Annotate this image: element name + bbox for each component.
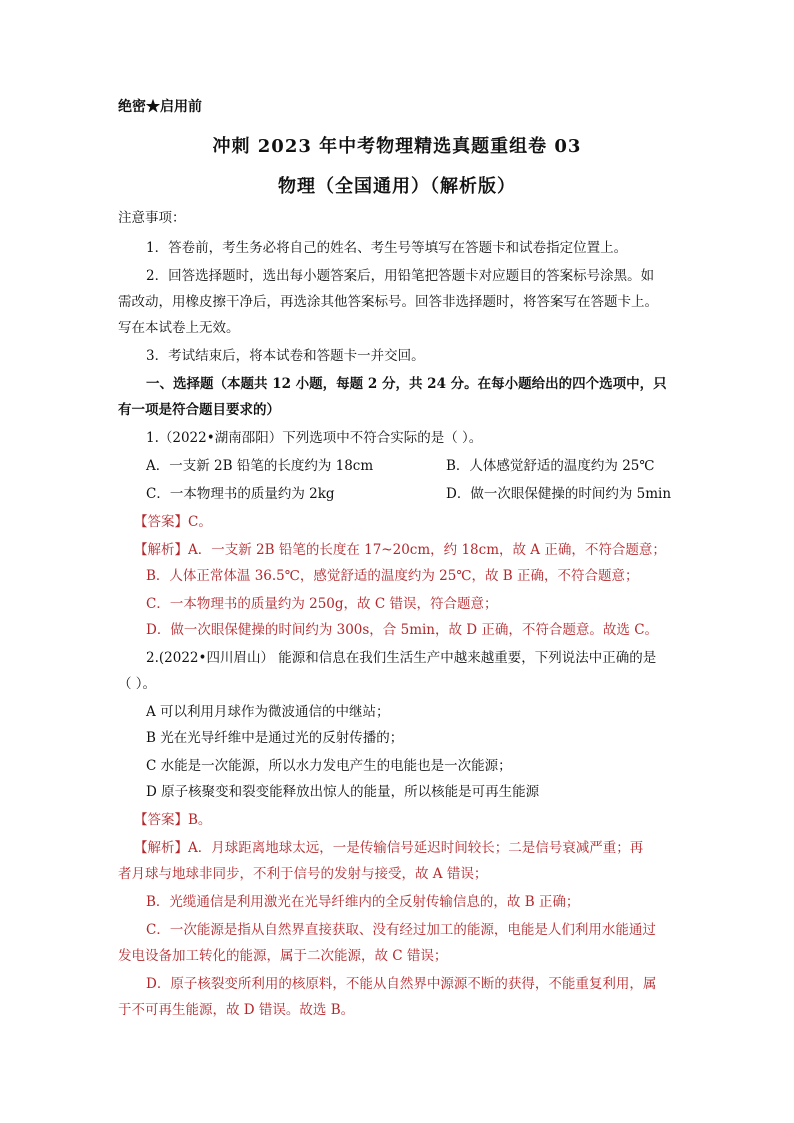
question-2-option-c: C 水能是一次能源，所以水力发电产生的电能也是一次能源； — [146, 758, 512, 774]
question-1-explanation-a: 【解析】A．一支新 2B 铅笔的长度在 17~20cm，约 18cm，故 A 正确，不符合题意； — [134, 542, 666, 558]
document-title: 冲刺 2023 年中考物理精选真题重组卷 03 — [212, 136, 582, 157]
question-2-explanation-b: B．光缆通信是利用激光在光导纤维内的全反射传输信息的，故 B 正确； — [146, 894, 580, 910]
question-1-option-d: D．做一次眼保健操的时间约为 5min — [446, 486, 672, 502]
question-2-option-b: B 光在光导纤维中是通过光的反射传播的； — [146, 730, 404, 746]
question-2-stem-cont: （ ）。 — [118, 676, 157, 692]
question-2-explanation-c-line-1: C．一次能源是指从自然界直接获取、没有经过加工的能源，电能是人们利用水能通过 — [146, 922, 656, 938]
question-2-explanation-a-line-1: 【解析】A．月球距离地球太远，一是传输信号延迟时间较长；二是信号衰减严重；再 — [134, 840, 644, 856]
question-2-explanation-d-line-1: D．原子核裂变所利用的核原料，不能从自然界中源源不断的获得，不能重复利用，属 — [146, 976, 657, 992]
question-1-stem: 1.（2022•湖南邵阳）下列选项中不符合实际的是（ ）。 — [146, 430, 483, 446]
note-1: 1．答卷前，考生务必将自己的姓名、考生号等填写在答题卡和试卷指定位置上。 — [146, 240, 628, 256]
question-2-option-a: A 可以利用月球作为微波通信的中继站； — [146, 704, 390, 720]
note-2-line-1: 2．回答选择题时，选出每小题答案后，用铅笔把答题卡对应题目的答案标号涂黑。如 — [146, 268, 655, 284]
section-heading-line-1: 一、选择题（本题共 12 小题，每题 2 分，共 24 分。在每小题给出的四个选项中，只 — [146, 376, 667, 392]
note-2-line-2: 需改动，用橡皮擦干净后，再选涂其他答案标号。回答非选择题时，将答案写在答题卡上。 — [118, 294, 658, 310]
notes-heading: 注意事项： — [118, 210, 186, 226]
question-2-explanation-c-line-2: 发电设备加工转化的能源，属于二次能源，故 C 错误； — [118, 948, 448, 964]
question-2-explanation-d-line-2: 于不可再生能源，故 D 错误。故选 B。 — [118, 1002, 355, 1018]
document-subtitle: 物理（全国通用）（解析版） — [278, 176, 516, 197]
question-2-answer: 【答案】B。 — [134, 812, 212, 828]
note-3: 3．考试结束后，将本试卷和答题卡一并交回。 — [146, 348, 425, 364]
question-2-stem: 2.(2022•四川眉山） 能源和信息在我们生活生产中越来越重要，下列说法中正确的是 — [146, 650, 657, 666]
question-1-answer: 【答案】C。 — [134, 514, 212, 530]
question-1-option-c: C．一本物理书的质量约为 2kg — [146, 486, 335, 502]
question-2-option-d: D 原子核聚变和裂变能释放出惊人的能量，所以核能是可再生能源 — [146, 784, 540, 800]
question-2-explanation-a-line-2: 者月球与地球非同步，不利于信号的发射与接受，故 A 错误； — [118, 866, 488, 882]
note-2-line-3: 写在本试卷上无效。 — [118, 320, 240, 336]
question-1-option-a: A．一支新 2B 铅笔的长度约为 18cm — [146, 458, 374, 474]
question-1-explanation-b: B．人体正常体温 36.5℃，感觉舒适的温度约为 25℃，故 B 正确，不符合题意； — [146, 568, 639, 584]
question-1-option-b: B．人体感觉舒适的温度约为 25℃ — [446, 458, 655, 474]
section-heading-line-2: 有一项是符合题目要求的） — [118, 402, 280, 418]
confidential-label: 绝密★启用前 — [118, 99, 202, 115]
question-1-explanation-d: D．做一次眼保健操的时间约为 300s，合 5min，故 D 正确，不符合题意。故选 C。 — [146, 622, 659, 638]
question-1-explanation-c: C．一本物理书的质量约为 250g，故 C 错误，符合题意； — [146, 596, 498, 612]
